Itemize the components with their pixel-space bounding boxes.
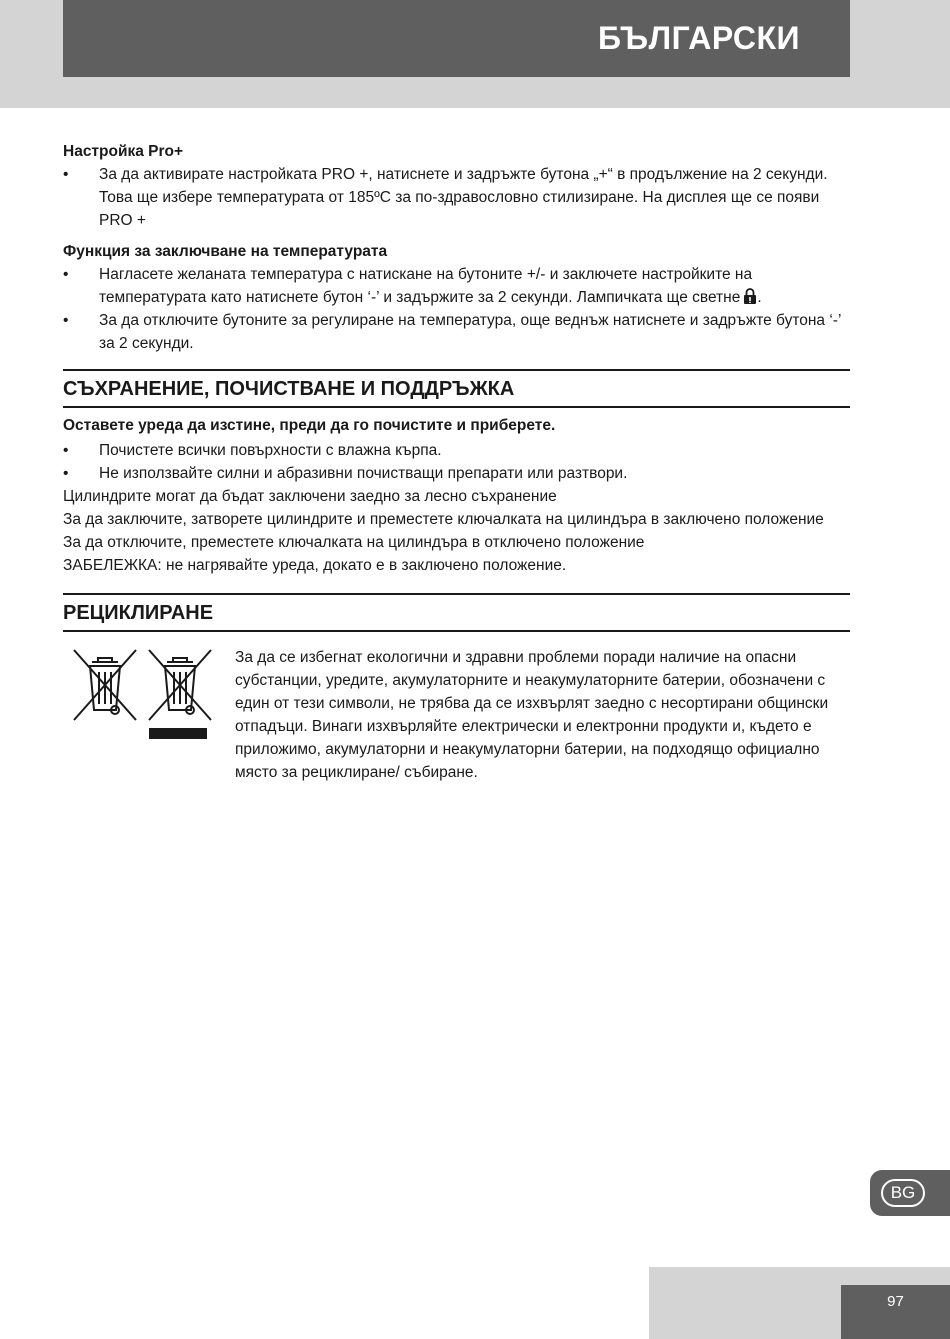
storage-list xyxy=(63,439,850,485)
temp-lock-heading: Функция за заключване на температурата xyxy=(63,243,388,260)
pro-plus-list xyxy=(63,163,850,232)
list-item-text: Нагласете желаната температура с натискане на бутоните +/- и заключете настройките на температурата като натиснете бутон ‘-’ и задържите за 2 секунди. Лампичката ще светне xyxy=(99,266,753,306)
storage-line: За да заключите, затворете цилиндрите и преместете ключалката на цилиндъра в заключено положение xyxy=(63,511,824,528)
crossed-bin-icon xyxy=(70,648,140,724)
language-badge xyxy=(870,1170,950,1216)
language-badge-label: BG xyxy=(881,1179,925,1207)
language-title: БЪЛГАРСКИ xyxy=(598,20,800,56)
language-bar xyxy=(63,0,850,77)
list-item: • Почистете всички повърхности с влажна кърпа. xyxy=(63,439,850,462)
crossed-bin-with-bar-icon xyxy=(145,648,215,742)
page-number: 97 xyxy=(841,1285,950,1339)
storage-line: За да отключите, преместете ключалката на цилиндъра в отключено положение xyxy=(63,534,645,551)
list-item: • Не използвайте силни и абразивни почистващи препарати или разтвори. xyxy=(63,462,850,485)
pro-plus-section xyxy=(63,140,850,232)
list-item xyxy=(63,263,850,309)
recycling-icons xyxy=(63,646,235,746)
storage-subheading: Оставете уреда да изстине, преди да го почистите и приберете. xyxy=(63,417,556,434)
list-item: • За да активирате настройката PRO +, натиснете и задръжте бутона „+“ в продължение на 2 секунди. Това ще избере температурата от 185ºC за по-здравословно стилизиране. На дисплея ще се появи PRO + xyxy=(63,163,850,232)
recycling-heading: РЕЦИКЛИРАНЕ xyxy=(63,593,850,632)
storage-line: Цилиндрите могат да бъдат заключени заедно за лесно съхранение xyxy=(63,488,557,505)
lock-icon xyxy=(743,288,757,304)
page-content xyxy=(63,140,850,784)
list-item-end: . xyxy=(757,289,762,306)
storage-line: ЗАБЕЛЕЖКА: не нагрявайте уреда, докато е в заключено положение. xyxy=(63,557,567,574)
list-item: • За да отключите бутоните за регулиране на температура, още веднъж натиснете и задръжте бутона ‘-’ за 2 секунди. xyxy=(63,309,850,355)
temp-lock-section xyxy=(63,240,850,355)
temp-lock-list xyxy=(63,263,850,355)
storage-heading: СЪХРАНЕНИЕ, ПОЧИСТВАНЕ И ПОДДРЪЖКА xyxy=(63,369,850,408)
recycling-text: За да се избегнат екологични и здравни проблеми поради наличие на опасни субстанции, уредите, акумулаторните и неакумулаторните батерии, обозначени с един от тези символи, не трябва да се изхвърлят заедно с несортирани общински отпадъци. Винаги изхвърляйте електрически и електронни продукти и, където е приложимо, акумулаторни и неакумулаторни батерии, на подходящо официално място за рециклиране/ събиране. xyxy=(235,649,829,781)
recycling-row xyxy=(63,646,850,784)
pro-plus-heading: Настройка Pro+ xyxy=(63,143,184,160)
